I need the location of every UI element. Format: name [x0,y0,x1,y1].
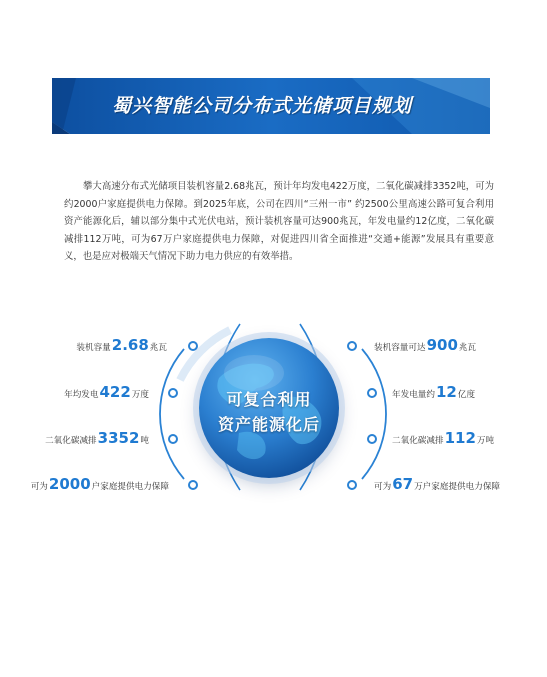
stat-value: 12 [435,383,457,401]
stat-prefix: 装机容量 [76,343,111,353]
stat-prefix: 二氧化碳减排 [392,436,444,446]
page-title: 蜀兴智能公司分布式光储项目规划 [112,95,413,117]
marker-dot [168,434,178,444]
stat-prefix: 年均发电 [64,390,99,400]
stat-right-generation [392,382,475,405]
marker-dot [188,480,198,490]
marker-dot [168,388,178,398]
stat-suffix: 亿度 [457,390,476,400]
stat-right-capacity [374,335,476,358]
stat-left-households [31,474,169,497]
stat-value: 2000 [48,475,91,493]
stat-suffix: 万度 [131,390,149,400]
stat-value: 900 [426,336,458,354]
stat-prefix: 年发电量约 [392,390,435,400]
stat-left-generation [64,382,149,405]
stat-prefix: 可为 [374,482,392,492]
stat-right-households [374,474,500,497]
stat-value: 2.68 [111,336,149,354]
marker-dot [367,434,377,444]
stat-left-co2 [45,428,149,451]
stat-suffix: 万户家庭提供电力保障 [414,482,501,492]
center-text-line2: 资产能源化后 [217,415,320,434]
stat-suffix: 万吨 [476,436,495,446]
stat-suffix: 户家庭提供电力保障 [91,482,169,492]
stat-suffix: 兆瓦 [149,343,167,353]
stat-value: 3352 [97,429,140,447]
stat-value: 67 [392,475,414,493]
stat-prefix: 可为 [30,482,48,492]
stat-value: 112 [444,429,476,447]
stat-suffix: 兆瓦 [458,343,477,353]
marker-dot [367,388,377,398]
stat-suffix: 吨 [140,436,149,446]
stat-value: 422 [99,383,131,401]
marker-dot [347,341,357,351]
stat-right-co2 [392,428,494,451]
intro-paragraph: 攀大高速分布式光储项目装机容量2.68兆瓦，预计年均发电422万度，二氧化碳减排3352吨，可为约2000户家庭提供电力保障。到2025年底，公司在四川“三州一市” 约2500公里高速公路可复合利用资产能源化后，辅以部分集中式光伏电站，预计装机容量可达900兆瓦，年发电量约12亿度，二氧化碳减排112万吨，可为67万户家庭提供电力保障，对促进四川省全面推进“交通+能源”发展具有重要意义，也是应对极端天气情况下助力电力供应的有效举措。 [64,181,494,263]
marker-dot [188,341,198,351]
stat-left-capacity [76,335,167,358]
center-globe [199,338,339,478]
marker-dot [347,480,357,490]
stat-prefix: 装机容量可达 [374,343,426,353]
center-text-line1: 可复合利用 [226,390,312,409]
stat-prefix: 二氧化碳减排 [45,436,97,446]
